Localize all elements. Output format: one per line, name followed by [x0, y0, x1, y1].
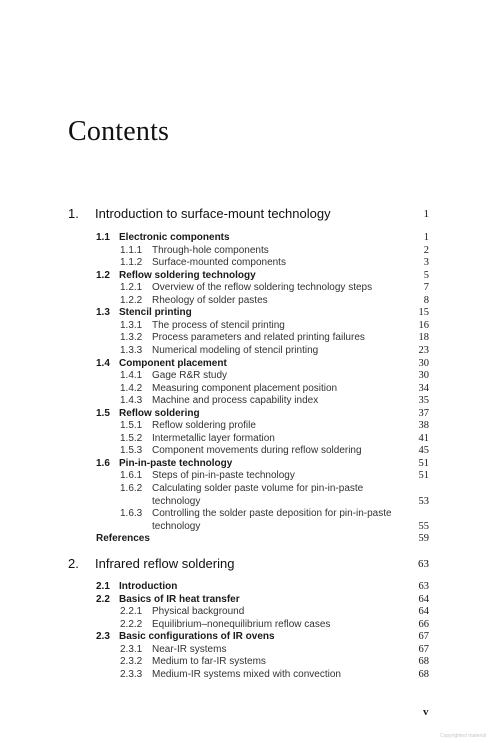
entry-page: 8 — [423, 294, 429, 306]
entry-number: 2.3.3 — [120, 668, 143, 680]
entry-title: References — [96, 533, 150, 545]
subsection-entry — [68, 382, 429, 395]
entry-title: Through-hole components — [152, 244, 269, 256]
chapter-title: Introduction to surface-mount technology — [95, 206, 331, 221]
entry-page: 53 — [418, 495, 429, 507]
subsection-entry — [68, 369, 429, 382]
entry-page: 68 — [418, 656, 429, 668]
entry-page: 37 — [418, 407, 429, 419]
chapter-heading — [68, 205, 429, 223]
subsection-entry — [68, 668, 429, 681]
entry-page: 18 — [418, 332, 429, 344]
entry-title: technology — [152, 520, 201, 532]
entry-number: 1.1.1 — [120, 244, 143, 256]
entry-page: 34 — [418, 382, 429, 394]
subsection-entry — [68, 618, 429, 631]
entry-page: 5 — [423, 269, 429, 281]
entry-page: 30 — [418, 370, 429, 382]
section-entry — [68, 457, 429, 470]
section-entry — [68, 357, 429, 370]
entry-page: 45 — [418, 445, 429, 457]
chapter-number: 2. — [68, 556, 79, 571]
chapter-number: 1. — [68, 206, 79, 221]
subsection-entry — [68, 319, 429, 332]
entry-title: Reflow soldering technology — [119, 269, 256, 281]
entry-number: 1.4 — [96, 357, 110, 369]
entry-number: 1.6.1 — [120, 470, 143, 482]
entry-number: 1.6.2 — [120, 483, 143, 494]
entry-title: Reflow soldering profile — [152, 420, 256, 432]
entry-title: Measuring component placement position — [152, 382, 338, 394]
entry-title: Basic configurations of IR ovens — [119, 631, 275, 643]
entry-page: 3 — [423, 257, 429, 269]
entry-title: Calculating solder paste volume for pin-in-paste — [152, 483, 364, 494]
entry-number: 1.2.1 — [120, 282, 143, 294]
entry-page: 67 — [418, 643, 429, 655]
subsection-entry — [68, 331, 429, 344]
entry-title: Machine and process capability index — [152, 395, 319, 407]
entry-page: 41 — [418, 432, 429, 444]
entry-number: 2.2.1 — [120, 606, 143, 618]
subsection-entry — [68, 344, 429, 357]
entry-page: 23 — [418, 344, 429, 356]
subsection-entry — [68, 281, 429, 294]
entry-number: 2.3.1 — [120, 643, 143, 655]
entry-title: Medium-IR systems mixed with convection — [152, 668, 341, 680]
section-entry — [68, 630, 429, 643]
entry-page: 7 — [423, 282, 429, 294]
entry-number: 1.3.2 — [120, 332, 143, 344]
entry-page: 51 — [418, 457, 429, 469]
subsection-entry — [68, 256, 429, 269]
entry-title: Numerical modeling of stencil printing — [152, 344, 319, 356]
entry-number: 1.5.3 — [120, 445, 143, 457]
entry-number: 1.4.3 — [120, 395, 143, 407]
entry-title: Equilibrium–nonequilibrium reflow cases — [152, 618, 331, 630]
entry-page: 55 — [418, 520, 429, 532]
entry-title: Process parameters and related printing failures — [152, 332, 365, 344]
entry-page: 16 — [418, 319, 429, 331]
entry-number: 2.1 — [96, 581, 110, 592]
entry-title: Pin-in-paste technology — [119, 457, 233, 469]
entry-number: 1.5 — [96, 407, 110, 419]
entry-title: Intermetallic layer formation — [152, 432, 275, 444]
entry-title: Introduction — [119, 581, 178, 592]
entry-title: Stencil printing — [119, 307, 192, 319]
entry-page: 38 — [418, 420, 429, 432]
entry-number: 1.3.1 — [120, 319, 143, 331]
subsection-entry — [68, 244, 429, 257]
section-entry — [68, 580, 429, 593]
subsection-entry — [68, 643, 429, 656]
entry-number: 2.2 — [96, 593, 110, 605]
entry-number: 1.5.1 — [120, 420, 143, 432]
entry-number: 1.4.2 — [120, 382, 143, 394]
entry-page: 68 — [418, 668, 429, 680]
page-title: Contents — [68, 116, 170, 147]
entry-number: 1.6 — [96, 457, 110, 469]
chapter-page: 63 — [418, 558, 429, 570]
entry-page: 67 — [418, 631, 429, 643]
section-entry — [68, 593, 429, 606]
entry-page: 30 — [418, 357, 429, 369]
entry-title: Reflow soldering — [119, 407, 200, 419]
entry-title: Basics of IR heat transfer — [119, 593, 240, 605]
entry-title: Controlling the solder paste deposition for pin-in-paste — [152, 508, 392, 520]
entry-number: 1.6.3 — [120, 508, 143, 520]
chapter-heading — [68, 555, 429, 573]
chapter-title: Infrared reflow soldering — [95, 556, 235, 571]
subsection-entry — [68, 394, 429, 407]
entry-number: 1.1.2 — [120, 257, 143, 269]
entry-number: 1.2 — [96, 269, 110, 281]
subsection-entry — [68, 432, 429, 445]
entry-title: Medium to far-IR systems — [152, 656, 266, 668]
subsection-entry — [68, 469, 429, 482]
entry-number: 1.4.1 — [120, 370, 143, 382]
entry-page: 59 — [418, 533, 429, 545]
entry-title: Gage R&R study — [152, 370, 228, 382]
entry-number: 2.3 — [96, 631, 110, 643]
subsection-continuation — [68, 495, 429, 508]
subsection-entry — [68, 444, 429, 457]
subsection-entry — [68, 482, 429, 495]
entry-number: 1.5.2 — [120, 432, 143, 444]
entry-title: The process of stencil printing — [152, 319, 285, 331]
entry-title: Physical background — [152, 606, 245, 618]
entry-title: Overview of the reflow soldering technology steps — [152, 282, 373, 294]
entry-number: 1.1 — [96, 232, 110, 243]
section-entry — [68, 269, 429, 282]
copyright-watermark: Copyrighted material — [440, 733, 487, 739]
entry-number: 1.3 — [96, 307, 110, 319]
subsection-entry — [68, 507, 429, 520]
entry-title: technology — [152, 495, 201, 507]
entry-page: 64 — [418, 606, 429, 618]
subsection-entry — [68, 419, 429, 432]
entry-page: 51 — [418, 470, 429, 482]
section-entry — [68, 231, 429, 244]
entry-number: 1.2.2 — [120, 294, 143, 306]
subsection-continuation — [68, 520, 429, 533]
entry-title: Component placement — [119, 357, 227, 369]
entry-page: 64 — [418, 593, 429, 605]
entry-number: 1.3.3 — [120, 344, 143, 356]
section-entry — [68, 306, 429, 319]
chapter-page: 1 — [423, 208, 429, 220]
section-entry — [68, 407, 429, 420]
subsection-entry — [68, 294, 429, 307]
entry-number: 2.3.2 — [120, 656, 143, 668]
entry-page: 35 — [418, 395, 429, 407]
entry-title: Electronic components — [119, 232, 230, 243]
entry-number: 2.2.2 — [120, 618, 143, 630]
page-number: v — [423, 706, 429, 718]
entry-title: Near-IR systems — [152, 643, 227, 655]
entry-page: 15 — [418, 307, 429, 319]
entry-title: Steps of pin-in-paste technology — [152, 470, 295, 482]
references-entry — [68, 532, 429, 545]
entry-page: 1 — [423, 232, 429, 243]
entry-page: 66 — [418, 618, 429, 630]
entry-page: 63 — [418, 581, 429, 592]
entry-title: Rheology of solder pastes — [152, 294, 268, 306]
entry-page: 2 — [423, 244, 429, 256]
entry-title: Surface-mounted components — [152, 257, 286, 269]
subsection-entry — [68, 605, 429, 618]
entry-title: Component movements during reflow soldering — [152, 445, 362, 457]
subsection-entry — [68, 655, 429, 668]
